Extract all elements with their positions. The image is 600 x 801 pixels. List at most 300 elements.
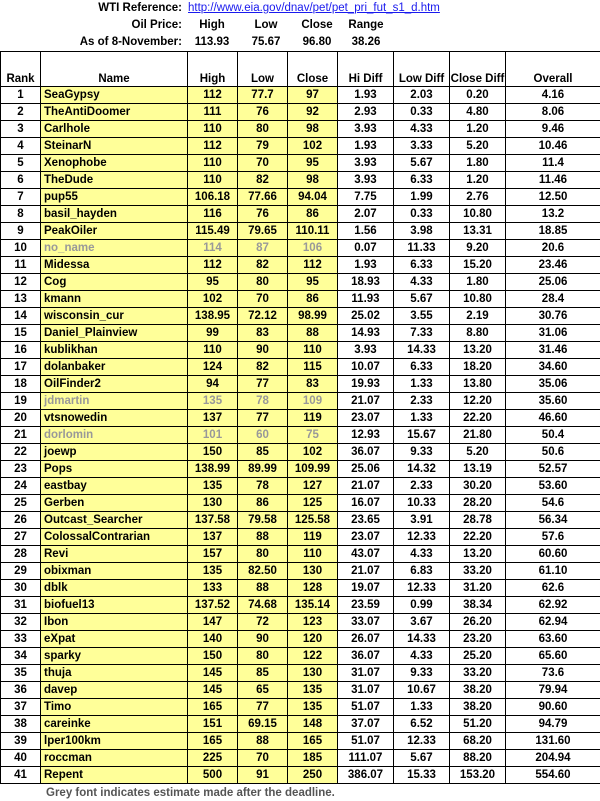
overall-cell: 23.46 <box>506 257 600 274</box>
low-cell: 76 <box>238 104 288 121</box>
high-cell: 147 <box>188 614 238 631</box>
name-cell: Daniel_Plainview <box>41 325 188 342</box>
as-of-row <box>0 34 600 51</box>
overall-cell: 8.06 <box>506 104 600 121</box>
overall-cell: 54.6 <box>506 495 600 512</box>
close-diff-cell: 153.20 <box>450 767 506 784</box>
table-row <box>1 87 600 104</box>
wti-reference-row <box>0 0 600 17</box>
close-cell: 94.04 <box>288 189 338 206</box>
table-row <box>1 682 600 699</box>
rank-cell: 12 <box>1 274 41 291</box>
table-row <box>1 546 600 563</box>
hi-diff-cell: 23.65 <box>338 512 394 529</box>
rank-cell: 6 <box>1 172 41 189</box>
close-cell: 83 <box>288 376 338 393</box>
overall-cell: 50.4 <box>506 427 600 444</box>
low-diff-cell: 10.33 <box>394 495 450 512</box>
close-diff-cell: 30.20 <box>450 478 506 495</box>
table-row <box>1 206 600 223</box>
overall-cell: 11.46 <box>506 172 600 189</box>
low-cell: 85 <box>238 665 288 682</box>
low-cell: 69.15 <box>238 716 288 733</box>
low-cell: 65 <box>238 682 288 699</box>
close-cell: 120 <box>288 631 338 648</box>
low-diff-cell: 1.99 <box>394 189 450 206</box>
high-cell: 138.99 <box>188 461 238 478</box>
close-cell: 148 <box>288 716 338 733</box>
close-diff-cell: 10.80 <box>450 291 506 308</box>
table-row <box>1 580 600 597</box>
name-cell: eXpat <box>41 631 188 648</box>
close-diff-cell: 38.34 <box>450 597 506 614</box>
wti-reference-link[interactable]: http://www.eia.gov/dnav/pet/pet_pri_fut_s1_d.htm <box>188 0 440 17</box>
low-cell: 77 <box>238 376 288 393</box>
name-cell: Midessa <box>41 257 188 274</box>
name-cell: no_name <box>41 240 188 257</box>
high-cell: 135 <box>188 478 238 495</box>
low-cell: 74.68 <box>238 597 288 614</box>
overall-cell: 57.6 <box>506 529 600 546</box>
name-cell: roccman <box>41 750 188 767</box>
high-cell: 165 <box>188 733 238 750</box>
rank-cell: 10 <box>1 240 41 257</box>
close-cell: 128 <box>288 580 338 597</box>
overall-cell: 79.94 <box>506 682 600 699</box>
name-cell: kmann <box>41 291 188 308</box>
overall-cell: 65.60 <box>506 648 600 665</box>
close-cell: 119 <box>288 410 338 427</box>
oil-col-range: Range <box>340 17 392 34</box>
low-diff-cell: 5.67 <box>394 750 450 767</box>
overall-cell: 34.60 <box>506 359 600 376</box>
rank-cell: 36 <box>1 682 41 699</box>
close-cell: 185 <box>288 750 338 767</box>
overall-cell: 131.60 <box>506 733 600 750</box>
hi-diff-cell: 23.59 <box>338 597 394 614</box>
close-diff-cell: 51.20 <box>450 716 506 733</box>
close-diff-cell: 10.80 <box>450 206 506 223</box>
oil-price-label: Oil Price: <box>132 17 183 34</box>
oil-col-low: Low <box>240 17 292 34</box>
overall-cell: 52.57 <box>506 461 600 478</box>
close-diff-cell: 1.20 <box>450 121 506 138</box>
rank-cell: 20 <box>1 410 41 427</box>
low-diff-cell: 5.67 <box>394 155 450 172</box>
rank-cell: 2 <box>1 104 41 121</box>
low-cell: 82 <box>238 359 288 376</box>
close-cell: 109 <box>288 393 338 410</box>
low-cell: 79 <box>238 138 288 155</box>
overall-cell: 20.6 <box>506 240 600 257</box>
high-cell: 112 <box>188 138 238 155</box>
close-diff-cell: 1.20 <box>450 172 506 189</box>
high-cell: 157 <box>188 546 238 563</box>
as-of-low: 75.67 <box>240 34 292 51</box>
overall-cell: 90.60 <box>506 699 600 716</box>
table-row <box>1 767 600 784</box>
close-diff-cell: 21.80 <box>450 427 506 444</box>
close-cell: 95 <box>288 155 338 172</box>
low-cell: 77 <box>238 410 288 427</box>
close-cell: 86 <box>288 291 338 308</box>
table-row <box>1 291 600 308</box>
close-cell: 125.58 <box>288 512 338 529</box>
col-header-close: Close <box>288 52 338 87</box>
close-diff-cell: 15.20 <box>450 257 506 274</box>
close-diff-cell: 9.20 <box>450 240 506 257</box>
overall-cell: 11.4 <box>506 155 600 172</box>
low-diff-cell: 2.33 <box>394 393 450 410</box>
name-cell: TheDude <box>41 172 188 189</box>
low-cell: 70 <box>238 155 288 172</box>
high-cell: 150 <box>188 444 238 461</box>
name-cell: dorlomin <box>41 427 188 444</box>
low-diff-cell: 1.33 <box>394 699 450 716</box>
high-cell: 110 <box>188 342 238 359</box>
table-row <box>1 427 600 444</box>
table-row <box>1 376 600 393</box>
close-cell: 165 <box>288 733 338 750</box>
name-cell: Cog <box>41 274 188 291</box>
close-diff-cell: 18.20 <box>450 359 506 376</box>
hi-diff-cell: 51.07 <box>338 699 394 716</box>
low-cell: 80 <box>238 546 288 563</box>
low-diff-cell: 3.91 <box>394 512 450 529</box>
hi-diff-cell: 37.07 <box>338 716 394 733</box>
low-cell: 80 <box>238 648 288 665</box>
overall-cell: 30.76 <box>506 308 600 325</box>
high-cell: 102 <box>188 291 238 308</box>
low-cell: 90 <box>238 631 288 648</box>
close-cell: 125 <box>288 495 338 512</box>
close-cell: 127 <box>288 478 338 495</box>
low-cell: 80 <box>238 274 288 291</box>
low-diff-cell: 11.33 <box>394 240 450 257</box>
hi-diff-cell: 33.07 <box>338 614 394 631</box>
rank-cell: 18 <box>1 376 41 393</box>
close-cell: 110 <box>288 546 338 563</box>
name-cell: eastbay <box>41 478 188 495</box>
col-header-low-diff: Low Diff <box>394 52 450 87</box>
rank-cell: 5 <box>1 155 41 172</box>
name-cell: lper100km <box>41 733 188 750</box>
high-cell: 114 <box>188 240 238 257</box>
low-diff-cell: 3.33 <box>394 138 450 155</box>
name-cell: Revi <box>41 546 188 563</box>
name-cell: ColossalContrarian <box>41 529 188 546</box>
low-cell: 91 <box>238 767 288 784</box>
overall-cell: 61.10 <box>506 563 600 580</box>
close-cell: 135 <box>288 699 338 716</box>
rank-cell: 39 <box>1 733 41 750</box>
low-cell: 88 <box>238 580 288 597</box>
table-row <box>1 342 600 359</box>
rank-cell: 40 <box>1 750 41 767</box>
col-header-high: High <box>188 52 238 87</box>
overall-cell: 28.4 <box>506 291 600 308</box>
name-cell: Outcast_Searcher <box>41 512 188 529</box>
low-cell: 82.50 <box>238 563 288 580</box>
table-row <box>1 104 600 121</box>
rank-cell: 29 <box>1 563 41 580</box>
low-cell: 89.99 <box>238 461 288 478</box>
low-diff-cell: 2.33 <box>394 478 450 495</box>
hi-diff-cell: 14.93 <box>338 325 394 342</box>
close-diff-cell: 13.19 <box>450 461 506 478</box>
low-cell: 70 <box>238 291 288 308</box>
overall-cell: 25.06 <box>506 274 600 291</box>
high-cell: 130 <box>188 495 238 512</box>
hi-diff-cell: 36.07 <box>338 444 394 461</box>
low-diff-cell: 2.03 <box>394 87 450 104</box>
table-row <box>1 648 600 665</box>
close-diff-cell: 38.20 <box>450 699 506 716</box>
name-cell: joewp <box>41 444 188 461</box>
name-cell: Xenophobe <box>41 155 188 172</box>
low-diff-cell: 4.33 <box>394 121 450 138</box>
oil-col-high: High <box>186 17 238 34</box>
overall-cell: 56.34 <box>506 512 600 529</box>
close-diff-cell: 5.20 <box>450 444 506 461</box>
hi-diff-cell: 0.07 <box>338 240 394 257</box>
close-cell: 106 <box>288 240 338 257</box>
close-cell: 98 <box>288 121 338 138</box>
low-cell: 80 <box>238 121 288 138</box>
col-header-low: Low <box>238 52 288 87</box>
hi-diff-cell: 1.93 <box>338 87 394 104</box>
close-cell: 250 <box>288 767 338 784</box>
hi-diff-cell: 31.07 <box>338 665 394 682</box>
table-row <box>1 393 600 410</box>
low-cell: 78 <box>238 393 288 410</box>
high-cell: 133 <box>188 580 238 597</box>
close-diff-cell: 33.20 <box>450 665 506 682</box>
rank-cell: 3 <box>1 121 41 138</box>
name-cell: vtsnowedin <box>41 410 188 427</box>
overall-cell: 63.60 <box>506 631 600 648</box>
rank-cell: 30 <box>1 580 41 597</box>
name-cell: biofuel13 <box>41 597 188 614</box>
col-header-overall: Overall <box>506 52 600 87</box>
low-cell: 78 <box>238 478 288 495</box>
rank-cell: 17 <box>1 359 41 376</box>
low-diff-cell: 3.67 <box>394 614 450 631</box>
table-row <box>1 716 600 733</box>
rank-cell: 14 <box>1 308 41 325</box>
close-diff-cell: 13.20 <box>450 342 506 359</box>
name-cell: OilFinder2 <box>41 376 188 393</box>
low-diff-cell: 15.33 <box>394 767 450 784</box>
close-cell: 92 <box>288 104 338 121</box>
name-cell: wisconsin_cur <box>41 308 188 325</box>
hi-diff-cell: 12.93 <box>338 427 394 444</box>
price-header <box>0 0 600 51</box>
close-diff-cell: 31.20 <box>450 580 506 597</box>
low-diff-cell: 6.52 <box>394 716 450 733</box>
high-cell: 110 <box>188 121 238 138</box>
table-row <box>1 410 600 427</box>
hi-diff-cell: 386.07 <box>338 767 394 784</box>
rank-cell: 4 <box>1 138 41 155</box>
close-cell: 119 <box>288 529 338 546</box>
hi-diff-cell: 16.07 <box>338 495 394 512</box>
low-cell: 86 <box>238 495 288 512</box>
name-cell: SeaGypsy <box>41 87 188 104</box>
overall-cell: 62.6 <box>506 580 600 597</box>
close-diff-cell: 13.80 <box>450 376 506 393</box>
close-diff-cell: 28.20 <box>450 495 506 512</box>
footnote: Grey font indicates estimate made after the deadline. <box>0 785 600 801</box>
hi-diff-cell: 25.02 <box>338 308 394 325</box>
high-cell: 165 <box>188 699 238 716</box>
rank-cell: 27 <box>1 529 41 546</box>
name-cell: basil_hayden <box>41 206 188 223</box>
overall-cell: 35.60 <box>506 393 600 410</box>
hi-diff-cell: 11.93 <box>338 291 394 308</box>
close-cell: 75 <box>288 427 338 444</box>
low-cell: 77.66 <box>238 189 288 206</box>
hi-diff-cell: 51.07 <box>338 733 394 750</box>
name-cell: Pops <box>41 461 188 478</box>
low-diff-cell: 6.83 <box>394 563 450 580</box>
rank-cell: 1 <box>1 87 41 104</box>
hi-diff-cell: 21.07 <box>338 563 394 580</box>
close-diff-cell: 23.20 <box>450 631 506 648</box>
table-row <box>1 750 600 767</box>
hi-diff-cell: 1.93 <box>338 138 394 155</box>
high-cell: 225 <box>188 750 238 767</box>
table-row <box>1 240 600 257</box>
table-header-row <box>1 52 600 87</box>
low-cell: 82 <box>238 257 288 274</box>
close-cell: 98.99 <box>288 308 338 325</box>
as-of-range: 38.26 <box>340 34 392 51</box>
close-diff-cell: 26.20 <box>450 614 506 631</box>
table-row <box>1 138 600 155</box>
rank-cell: 26 <box>1 512 41 529</box>
table-row <box>1 614 600 631</box>
as-of-high: 113.93 <box>186 34 238 51</box>
high-cell: 110 <box>188 155 238 172</box>
hi-diff-cell: 18.93 <box>338 274 394 291</box>
low-diff-cell: 0.33 <box>394 206 450 223</box>
low-diff-cell: 15.67 <box>394 427 450 444</box>
close-diff-cell: 68.20 <box>450 733 506 750</box>
hi-diff-cell: 1.56 <box>338 223 394 240</box>
low-diff-cell: 14.32 <box>394 461 450 478</box>
close-diff-cell: 12.20 <box>450 393 506 410</box>
low-cell: 88 <box>238 733 288 750</box>
hi-diff-cell: 23.07 <box>338 410 394 427</box>
close-diff-cell: 2.76 <box>450 189 506 206</box>
close-diff-cell: 22.20 <box>450 410 506 427</box>
low-diff-cell: 9.33 <box>394 444 450 461</box>
overall-cell: 94.79 <box>506 716 600 733</box>
standings-body <box>1 87 600 784</box>
name-cell: Ibon <box>41 614 188 631</box>
low-cell: 85 <box>238 444 288 461</box>
hi-diff-cell: 21.07 <box>338 393 394 410</box>
close-diff-cell: 88.20 <box>450 750 506 767</box>
rank-cell: 38 <box>1 716 41 733</box>
close-diff-cell: 0.20 <box>450 87 506 104</box>
high-cell: 135 <box>188 563 238 580</box>
rank-cell: 19 <box>1 393 41 410</box>
rank-cell: 41 <box>1 767 41 784</box>
col-header-name: Name <box>41 52 188 87</box>
hi-diff-cell: 19.07 <box>338 580 394 597</box>
table-row <box>1 478 600 495</box>
close-diff-cell: 2.19 <box>450 308 506 325</box>
low-diff-cell: 6.33 <box>394 257 450 274</box>
rank-cell: 11 <box>1 257 41 274</box>
low-diff-cell: 14.33 <box>394 342 450 359</box>
close-diff-cell: 28.78 <box>450 512 506 529</box>
close-cell: 88 <box>288 325 338 342</box>
table-row <box>1 223 600 240</box>
as-of-label: As of 8-November: <box>80 34 182 51</box>
overall-cell: 10.46 <box>506 138 600 155</box>
name-cell: davep <box>41 682 188 699</box>
standings-table <box>0 51 600 784</box>
name-cell: careinke <box>41 716 188 733</box>
hi-diff-cell: 31.07 <box>338 682 394 699</box>
hi-diff-cell: 43.07 <box>338 546 394 563</box>
close-cell: 102 <box>288 138 338 155</box>
rank-cell: 34 <box>1 648 41 665</box>
high-cell: 137 <box>188 529 238 546</box>
rank-cell: 33 <box>1 631 41 648</box>
table-row <box>1 308 600 325</box>
high-cell: 137 <box>188 410 238 427</box>
high-cell: 94 <box>188 376 238 393</box>
overall-cell: 60.60 <box>506 546 600 563</box>
high-cell: 110 <box>188 172 238 189</box>
low-diff-cell: 3.98 <box>394 223 450 240</box>
high-cell: 106.18 <box>188 189 238 206</box>
low-diff-cell: 6.33 <box>394 172 450 189</box>
table-row <box>1 665 600 682</box>
table-row <box>1 121 600 138</box>
overall-cell: 50.6 <box>506 444 600 461</box>
high-cell: 137.58 <box>188 512 238 529</box>
high-cell: 500 <box>188 767 238 784</box>
low-diff-cell: 7.33 <box>394 325 450 342</box>
overall-cell: 4.16 <box>506 87 600 104</box>
close-cell: 135.14 <box>288 597 338 614</box>
rank-cell: 31 <box>1 597 41 614</box>
overall-cell: 73.6 <box>506 665 600 682</box>
high-cell: 115.49 <box>188 223 238 240</box>
hi-diff-cell: 111.07 <box>338 750 394 767</box>
low-diff-cell: 12.33 <box>394 529 450 546</box>
close-cell: 110.11 <box>288 223 338 240</box>
name-cell: thuja <box>41 665 188 682</box>
high-cell: 145 <box>188 682 238 699</box>
table-row <box>1 631 600 648</box>
low-cell: 72.12 <box>238 308 288 325</box>
high-cell: 112 <box>188 257 238 274</box>
low-cell: 70 <box>238 750 288 767</box>
low-cell: 79.65 <box>238 223 288 240</box>
low-diff-cell: 4.33 <box>394 648 450 665</box>
name-cell: kublikhan <box>41 342 188 359</box>
low-diff-cell: 4.33 <box>394 546 450 563</box>
name-cell: SteinarN <box>41 138 188 155</box>
rank-cell: 22 <box>1 444 41 461</box>
rank-cell: 13 <box>1 291 41 308</box>
